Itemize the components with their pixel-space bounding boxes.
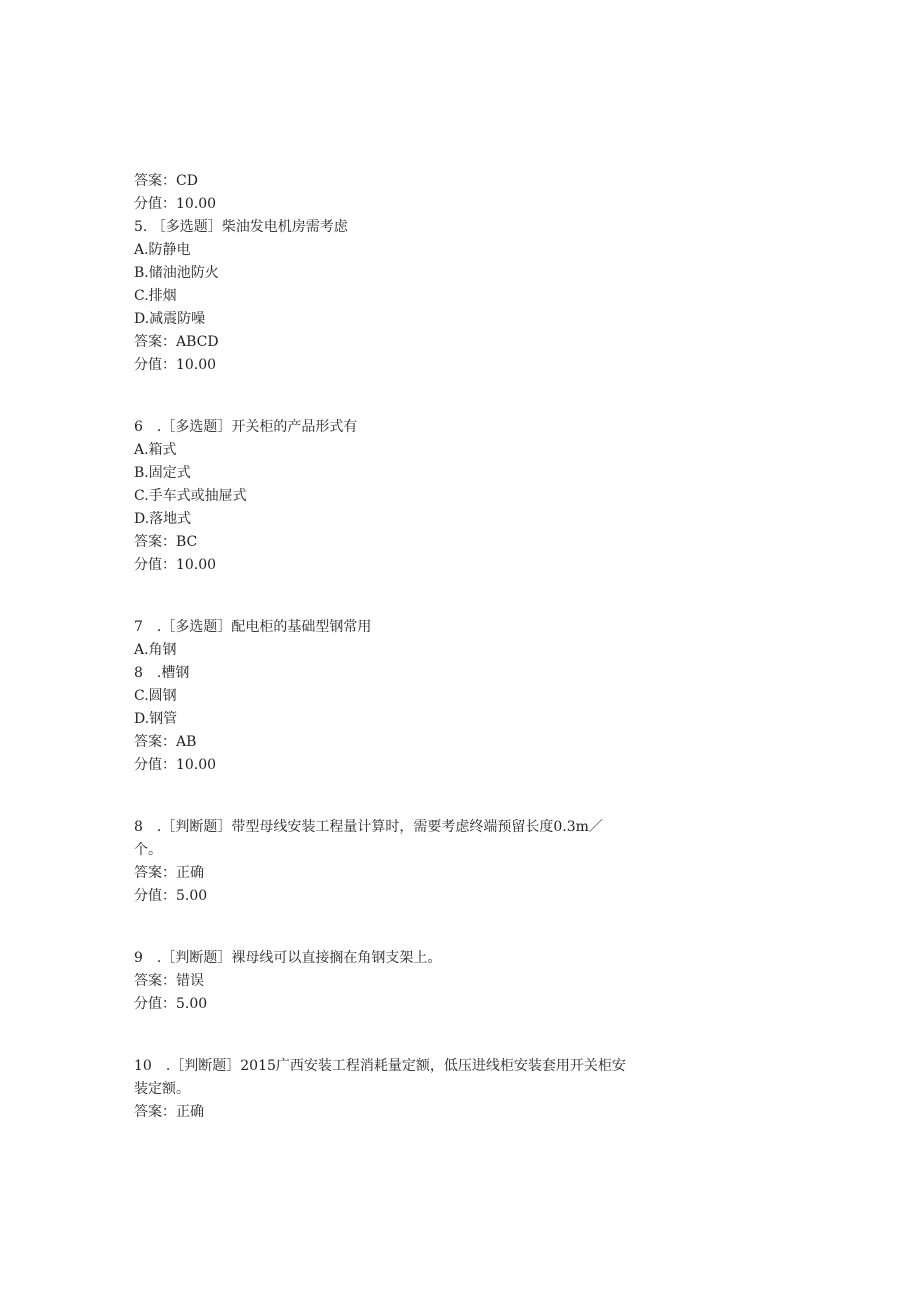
option-c: C.手车式或抽屉式	[134, 488, 247, 504]
question-title-line1: 10 .［判断题］2015广西安装工程消耗量定额，低压进线柜安装套用开关柜安	[134, 1058, 626, 1074]
answer: 答案：ABCD	[134, 334, 219, 350]
option-b: 8 .槽钢	[134, 665, 190, 681]
question-9	[134, 947, 674, 1016]
quiz-document	[134, 170, 674, 1124]
q4-score: 分值：10.00	[134, 196, 217, 212]
option-b: B.储油池防火	[134, 265, 219, 281]
score: 分值：5.00	[134, 996, 208, 1012]
question-title: 5. ［多选题］柴油发电机房需考虑	[134, 219, 348, 235]
question-6	[134, 416, 674, 577]
answer: 答案：错误	[134, 973, 204, 989]
question-8	[134, 816, 674, 908]
score: 分值：10.00	[134, 357, 217, 373]
score: 分值：10.00	[134, 757, 217, 773]
answer: 答案：BC	[134, 534, 198, 550]
answer: 答案：正确	[134, 1104, 204, 1120]
option-a: A.防静电	[134, 242, 191, 258]
option-d: D.落地式	[134, 511, 192, 527]
option-a: A.箱式	[134, 442, 177, 458]
question-title-line2: 装定额。	[134, 1081, 190, 1097]
option-a: A.角钢	[134, 642, 177, 658]
answer: 答案：AB	[134, 734, 197, 750]
option-c: C.圆钢	[134, 688, 177, 704]
question-title: 9 .［判断题］裸母线可以直接搁在角钢支架上。	[134, 950, 442, 966]
q4-answer: 答案：CD	[134, 173, 198, 189]
question-5	[134, 216, 674, 377]
answer: 答案：正确	[134, 865, 204, 881]
option-d: D.钢管	[134, 711, 178, 727]
question-title-line1: 8 .［判断题］带型母线安装工程量计算时，需要考虑终端预留长度0.3m／	[134, 819, 603, 835]
score: 分值：10.00	[134, 557, 217, 573]
question-title: 7 .［多选题］配电柜的基础型钢常用	[134, 619, 372, 635]
question-title-line2: 个。	[134, 842, 162, 858]
question-title: 6 .［多选题］开关柜的产品形式有	[134, 419, 358, 435]
option-c: C.排烟	[134, 288, 177, 304]
question-10	[134, 1055, 674, 1124]
score: 分值：5.00	[134, 888, 208, 904]
option-d: D.减震防噪	[134, 311, 206, 327]
question-7	[134, 616, 674, 777]
option-b: B.固定式	[134, 465, 191, 481]
